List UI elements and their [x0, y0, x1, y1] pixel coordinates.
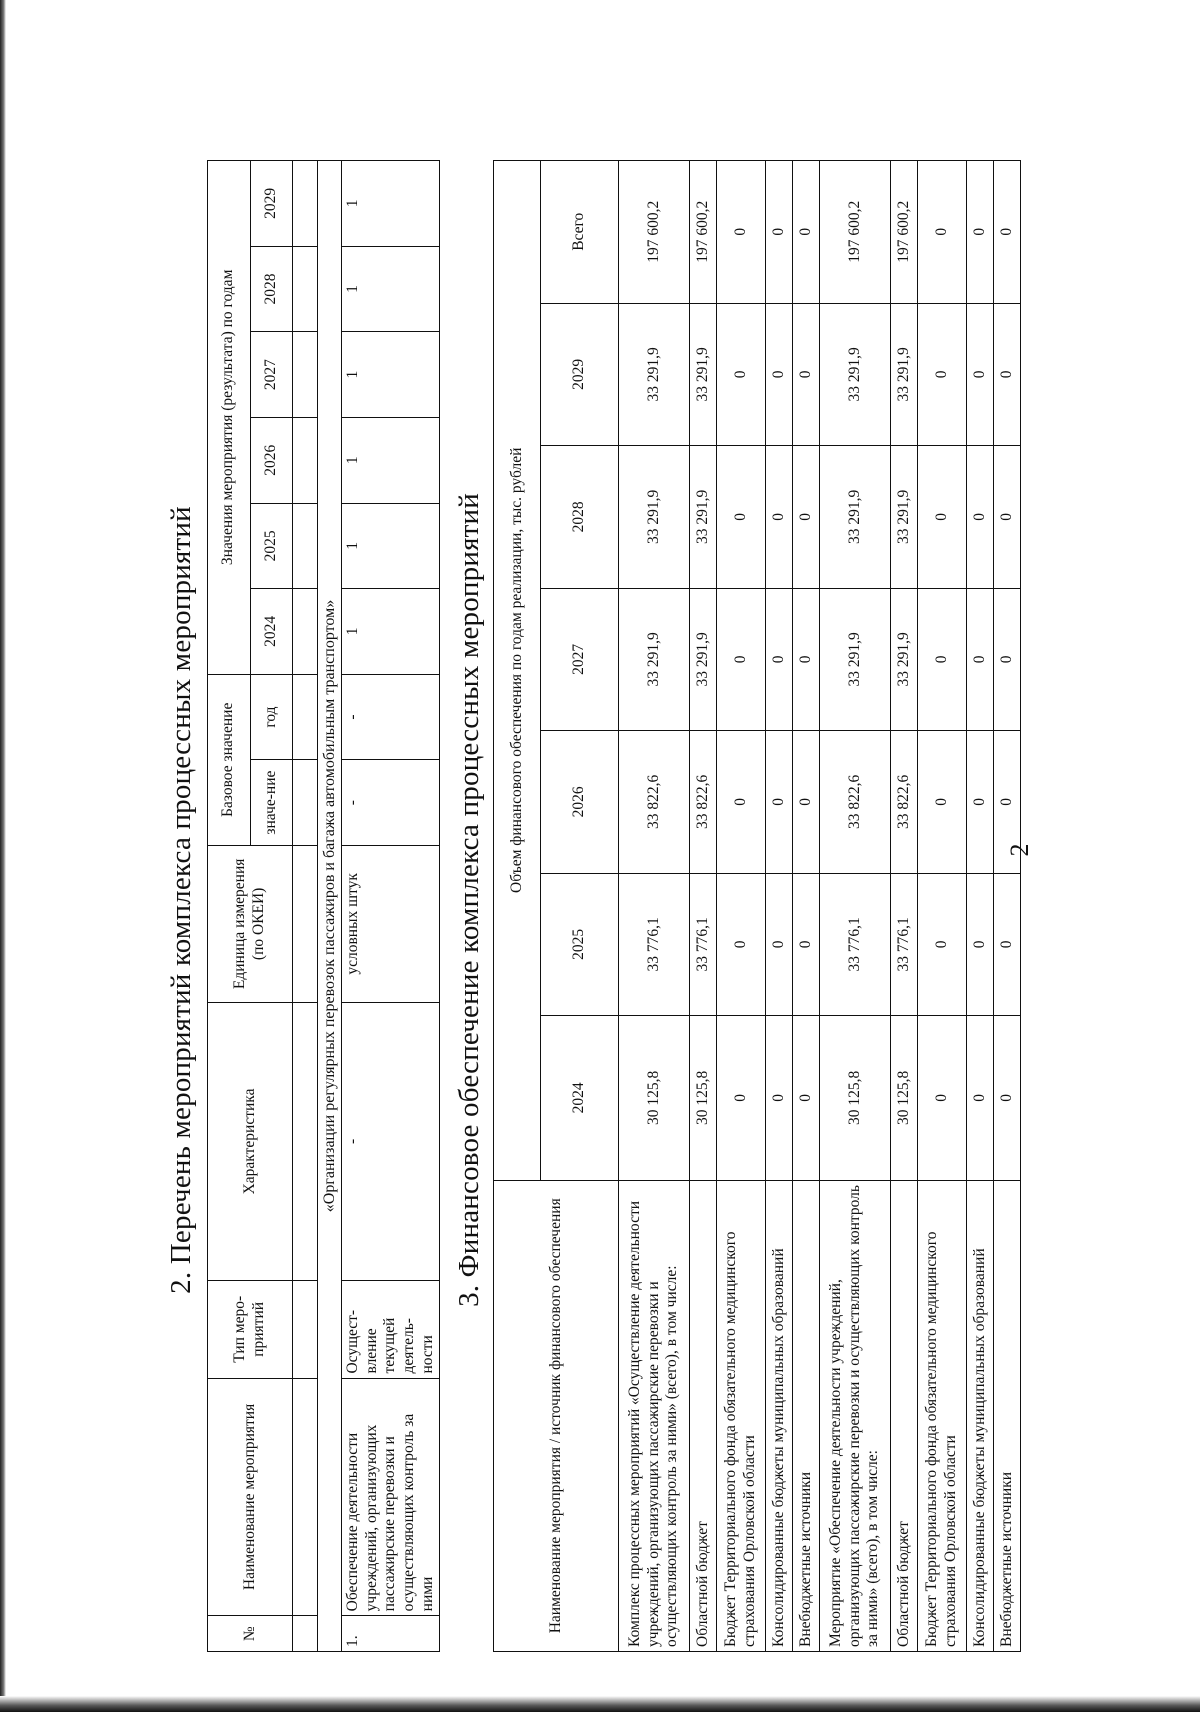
row-value: 0: [967, 873, 994, 1016]
table-row: [766, 161, 793, 1652]
table-row: [793, 161, 820, 1652]
scan-edge: [0, 0, 6, 1712]
row-value: 33 776,1: [690, 873, 717, 1016]
row-num: 1.: [342, 1616, 440, 1652]
col-year: 2029: [541, 303, 619, 446]
row-name: Консолидированные бюджеты муниципальных образований: [967, 1180, 994, 1651]
row-value: 0: [994, 1016, 1021, 1180]
row-value: 0: [994, 873, 1021, 1016]
row-value: 0: [766, 588, 793, 731]
table-row: [820, 161, 891, 1652]
row-name: Консолидированные бюджеты муниципальных образований: [766, 1180, 793, 1651]
row-total: 0: [967, 161, 994, 304]
row-base-year: -: [342, 674, 440, 760]
row-name: Областной бюджет: [690, 1180, 717, 1651]
col-type: Тип меро-приятий: [208, 1281, 293, 1378]
header-row: [494, 161, 541, 1652]
col-values: Значения мероприятия (результата) по годам: [208, 161, 251, 675]
row-value: 0: [793, 1016, 820, 1180]
row-value: 33 291,9: [820, 588, 891, 731]
row-value: 33 291,9: [891, 588, 918, 731]
row-value: 0: [967, 731, 994, 874]
row-value: 33 291,9: [891, 446, 918, 589]
row-value: 33 291,9: [820, 303, 891, 446]
col-base: Базовое значение: [208, 674, 251, 845]
row-characteristic: -: [342, 1002, 440, 1280]
row-unit: условных штук: [342, 845, 440, 1002]
table-row: [994, 161, 1021, 1652]
row-value: 33 822,6: [619, 731, 690, 874]
row-value: 0: [766, 1016, 793, 1180]
section-2-title: 2. Перечень мероприятий комплекса процессных мероприятий: [165, 506, 197, 1294]
row-value: 0: [918, 446, 967, 589]
row-value: 33 776,1: [891, 873, 918, 1016]
row-total: 0: [994, 161, 1021, 304]
row-value: 30 125,8: [891, 1016, 918, 1180]
col-year: 2024: [250, 589, 293, 675]
row-value: 0: [967, 303, 994, 446]
row-value: 0: [793, 588, 820, 731]
activities-table: [207, 160, 440, 1652]
table-row: [342, 161, 440, 1652]
col-unit: Единица измерения (по ОКЕИ): [208, 845, 293, 1002]
row-value: 0: [918, 1016, 967, 1180]
col-year: 2025: [541, 873, 619, 1016]
row-value: 30 125,8: [619, 1016, 690, 1180]
group-row: [318, 161, 342, 1652]
row-value: 0: [994, 446, 1021, 589]
row-value: 33 822,6: [690, 731, 717, 874]
row-value: 0: [717, 1016, 766, 1180]
row-value: 0: [717, 731, 766, 874]
row-value: 0: [918, 303, 967, 446]
group-title: «Организации регулярных перевозок пассажиров и багажа автомобильным транспортом»: [318, 161, 342, 1652]
col-year: 2029: [250, 161, 293, 247]
row-value: 1: [342, 417, 440, 503]
row-base-value: -: [342, 760, 440, 846]
row-value: 33 291,9: [619, 446, 690, 589]
table-row: [967, 161, 994, 1652]
row-value: 0: [793, 873, 820, 1016]
row-total: 197 600,2: [690, 161, 717, 304]
row-total: 197 600,2: [820, 161, 891, 304]
row-value: 30 125,8: [690, 1016, 717, 1180]
table-row: [918, 161, 967, 1652]
row-name: Комплекс процессных мероприятий «Осуществление деятельности учреждений, организующих пассажирские перевозки и осуществляющих контроль за ними» (всего), в том числе:: [619, 1180, 690, 1651]
col-year: 2025: [250, 503, 293, 589]
row-value: 0: [994, 588, 1021, 731]
row-value: 0: [766, 873, 793, 1016]
row-value: 0: [994, 303, 1021, 446]
row-value: 0: [717, 303, 766, 446]
row-value: 0: [766, 446, 793, 589]
finance-table: [493, 160, 1021, 1652]
col-num: №: [208, 1616, 293, 1652]
col-year: 2027: [541, 588, 619, 731]
row-name: Бюджет Территориального фонда обязательного медицинского страхования Орловской области: [918, 1180, 967, 1651]
row-total: 197 600,2: [891, 161, 918, 304]
rotated-page-content: [165, 120, 1075, 1680]
row-type: Осущест-вление текущей деятель-ности: [342, 1281, 440, 1378]
row-value: 0: [717, 873, 766, 1016]
header-row: [208, 161, 251, 1652]
row-value: 33 291,9: [690, 303, 717, 446]
row-value: 33 291,9: [690, 588, 717, 731]
row-value: 0: [918, 588, 967, 731]
col-year: 2027: [250, 332, 293, 418]
col-base-year: год: [250, 674, 293, 760]
row-name: Внебюджетные источники: [994, 1180, 1021, 1651]
row-name: Мероприятие «Обеспечение деятельности учреждений, организующих пассажирские перевозки и осуществляющих контроль за ними» (всего), в том числе:: [820, 1180, 891, 1651]
row-value: 1: [342, 589, 440, 675]
row-value: 33 822,6: [891, 731, 918, 874]
col-year: 2028: [541, 446, 619, 589]
row-value: 0: [793, 303, 820, 446]
row-value: 0: [967, 446, 994, 589]
row-value: 0: [994, 731, 1021, 874]
col-year: 2026: [250, 417, 293, 503]
row-value: 33 291,9: [690, 446, 717, 589]
col-total: Всего: [541, 161, 619, 304]
row-value: 0: [717, 588, 766, 731]
row-value: 0: [918, 873, 967, 1016]
row-value: 0: [766, 731, 793, 874]
row-value: 33 291,9: [619, 303, 690, 446]
row-value: 1: [342, 332, 440, 418]
row-value: 33 822,6: [820, 731, 891, 874]
col-year: 2024: [541, 1016, 619, 1180]
col-year: 2026: [541, 731, 619, 874]
row-value: 0: [967, 1016, 994, 1180]
row-total: 0: [766, 161, 793, 304]
row-name: Обеспечение деятельности учреждений, организующих пассажирские перевозки и осуществляющих контроль за ними: [342, 1378, 440, 1616]
row-total: 0: [793, 161, 820, 304]
row-name: Областной бюджет: [891, 1180, 918, 1651]
row-value: 33 776,1: [619, 873, 690, 1016]
row-total: 0: [918, 161, 967, 304]
row-value: 0: [918, 731, 967, 874]
section-3-title: 3. Финансовое обеспечение комплекса процессных мероприятий: [453, 493, 485, 1307]
row-value: 1: [342, 503, 440, 589]
row-name: Внебюджетные источники: [793, 1180, 820, 1651]
table-row: [690, 161, 717, 1652]
col-name: Наименование мероприятия / источник финансового обеспечения: [494, 1180, 619, 1651]
row-value: 33 291,9: [820, 446, 891, 589]
row-total: 197 600,2: [619, 161, 690, 304]
col-volume: Объем финансового обеспечения по годам реализации, тыс. рублей: [494, 161, 541, 1181]
page-number: 2: [1005, 843, 1034, 857]
row-value: 0: [967, 588, 994, 731]
spacer-row: [293, 161, 318, 1652]
col-characteristic: Характеристика: [208, 1002, 293, 1280]
row-value: 1: [342, 161, 440, 247]
row-value: 33 291,9: [619, 588, 690, 731]
row-value: 0: [717, 446, 766, 589]
col-base-value: значе-ние: [250, 760, 293, 846]
row-total: 0: [717, 161, 766, 304]
scan-edge-bottom: [0, 1696, 1200, 1712]
row-value: 0: [793, 446, 820, 589]
col-year: 2028: [250, 246, 293, 332]
table-row: [891, 161, 918, 1652]
row-name: Бюджет Территориального фонда обязательного медицинского страхования Орловской области: [717, 1180, 766, 1651]
row-value: 33 776,1: [820, 873, 891, 1016]
row-value: 30 125,8: [820, 1016, 891, 1180]
row-value: 33 291,9: [891, 303, 918, 446]
table-row: [619, 161, 690, 1652]
row-value: 0: [766, 303, 793, 446]
row-value: 0: [793, 731, 820, 874]
col-name: Наименование мероприятия: [208, 1378, 293, 1616]
row-value: 1: [342, 246, 440, 332]
table-row: [717, 161, 766, 1652]
